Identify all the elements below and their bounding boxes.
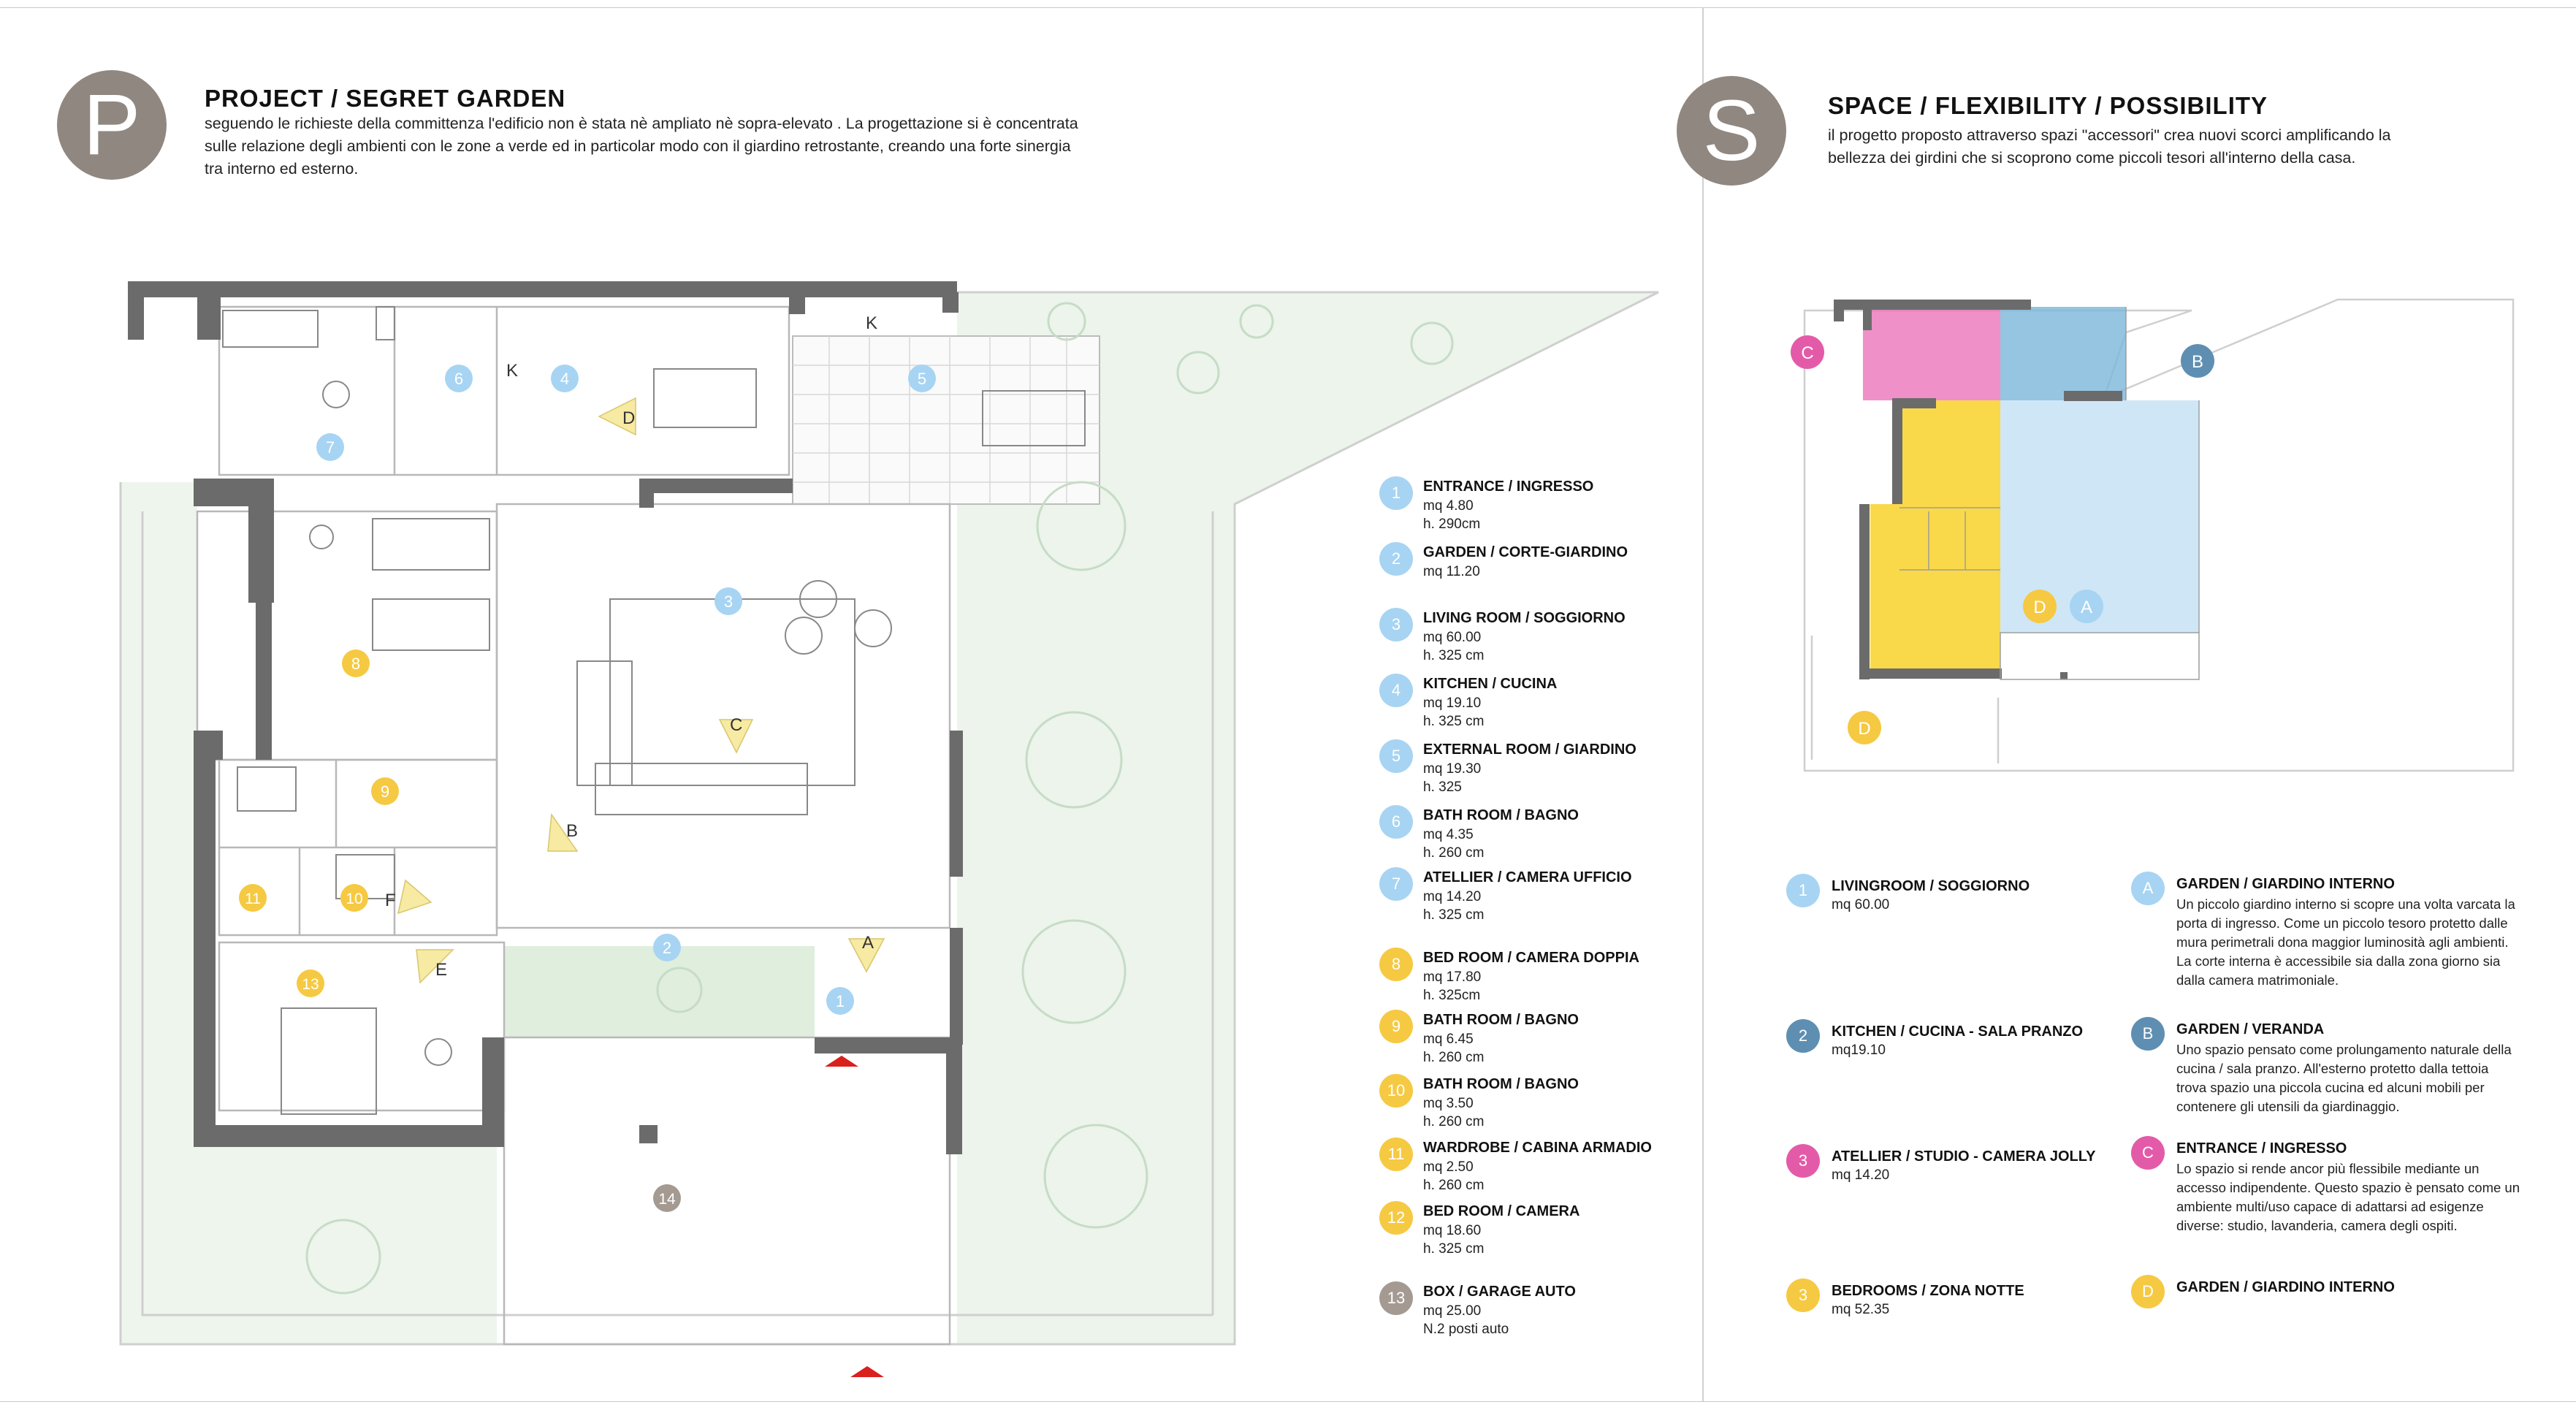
legend-badge: 10 — [1379, 1074, 1413, 1108]
space-item-title: ENTRANCE / INGRESSO — [2176, 1140, 2347, 1156]
view-marker-d: D — [622, 408, 636, 428]
zone-area: mq 60.00 — [1832, 897, 1890, 912]
view-marker-f: F — [385, 891, 396, 910]
zone-badge: 3 — [1786, 1144, 1820, 1178]
room-marker: 11 — [245, 891, 261, 907]
legend-detail: mq 19.30 — [1423, 761, 1482, 777]
legend-detail: h. 260 cm — [1423, 1178, 1485, 1193]
legend-detail: mq 17.80 — [1423, 969, 1482, 985]
room-marker: 10 — [346, 891, 363, 907]
room-marker: 8 — [351, 655, 361, 673]
space-item-title: GARDEN / GIARDINO INTERNO — [2176, 876, 2395, 892]
room-marker: 9 — [380, 782, 390, 801]
legend-badge: 4 — [1379, 674, 1413, 707]
legend-detail: mq 6.45 — [1423, 1032, 1474, 1047]
legend-detail: N.2 posti auto — [1423, 1322, 1509, 1337]
legend-detail: mq 2.50 — [1423, 1159, 1474, 1175]
space-badge: A — [2131, 872, 2165, 905]
legend-title: WARDROBE / CABINA ARMADIO — [1423, 1140, 1652, 1156]
kitchen-k-label: K — [506, 361, 519, 381]
diagram-letter-c: C — [1801, 343, 1814, 363]
space-item-description: Un piccolo giardino interno si scopre una volta varcata la porta di ingresso. Come un piccolo tesoro protetto dalle mura perimetrali dona maggior luminosità agli ambienti. La corte interna è accessibile sia dalla zona giorno sia dalla camera matrimoniale. — [2176, 896, 2515, 988]
legend-title: ATELLIER / CAMERA UFFICIO — [1423, 869, 1632, 885]
legend-detail: mq 14.20 — [1423, 889, 1482, 904]
legend-title: ENTRANCE / INGRESSO — [1423, 479, 1594, 495]
legend-detail: mq 19.10 — [1423, 696, 1482, 711]
legend-detail: h. 325 cm — [1423, 648, 1485, 663]
legend-detail: h. 260 cm — [1423, 845, 1485, 861]
legend-title: BED ROOM / CAMERA DOPPIA — [1423, 950, 1639, 966]
room-marker: 14 — [658, 1191, 676, 1208]
space-intro-line: il progetto proposto attraverso spazi "accessori" crea nuovi scorci amplificando la — [1828, 126, 2391, 144]
zone-bedroom-south — [1870, 504, 2000, 672]
legend-badge: 6 — [1379, 805, 1413, 839]
legend-detail: mq 60.00 — [1423, 630, 1482, 645]
legend-detail: mq 4.80 — [1423, 498, 1474, 514]
room-marker: 7 — [325, 438, 335, 457]
zone-kitchen — [2000, 307, 2126, 400]
legend-detail: h. 260 cm — [1423, 1050, 1485, 1065]
legend-badge: 1 — [1379, 476, 1413, 510]
room-marker: 2 — [662, 939, 672, 957]
diagram-letter-d: D — [2033, 598, 2046, 617]
zone-title: LIVINGROOM / SOGGIORNO — [1832, 878, 2030, 894]
legend-badge: 7 — [1379, 867, 1413, 901]
legend-title: KITCHEN / CUCINA — [1423, 676, 1558, 692]
legend-title: EXTERNAL ROOM / GIARDINO — [1423, 742, 1636, 758]
legend-detail: h. 325cm — [1423, 988, 1481, 1003]
legend-detail: mq 18.60 — [1423, 1223, 1482, 1238]
zone-badge: 3 — [1786, 1278, 1820, 1312]
legend-badge: 3 — [1379, 608, 1413, 641]
zone-badge: 1 — [1786, 874, 1820, 907]
space-item-title: GARDEN / VERANDA — [2176, 1021, 2325, 1037]
space-letter-badge: S — [1677, 76, 1786, 186]
legend-detail: h. 325 cm — [1423, 1241, 1485, 1257]
project-intro-line: seguendo le richieste della committenza l'edificio non è stata nè ampliato nè sopra-elevato . La progettazione si è concentrata — [205, 115, 1078, 132]
legend-title: BATH ROOM / BAGNO — [1423, 1076, 1579, 1092]
legend-detail: mq 3.50 — [1423, 1096, 1474, 1111]
room-marker: 5 — [917, 370, 927, 388]
legend-detail: h. 325 cm — [1423, 907, 1485, 923]
legend-title: BATH ROOM / BAGNO — [1423, 807, 1579, 823]
legend-badge: 5 — [1379, 739, 1413, 773]
diagram-letter-b: B — [2191, 352, 2204, 372]
legend-detail: mq 11.20 — [1423, 564, 1480, 579]
view-marker-a: A — [862, 933, 874, 953]
zone-area: mq 14.20 — [1832, 1167, 1890, 1183]
legend-badge: 13 — [1379, 1281, 1413, 1315]
diagram-letter-a: A — [2080, 598, 2093, 617]
zone-badge: 2 — [1786, 1019, 1820, 1053]
legend-detail: h. 260 cm — [1423, 1114, 1485, 1129]
view-marker-c: C — [730, 715, 743, 735]
project-intro-line: sulle relazione degli ambienti con le zone a verde ed in particolar modo con il giardino retrostante, creando una forte sinergia — [205, 137, 1071, 155]
project-intro-line: tra interno ed esterno. — [205, 160, 359, 178]
room-marker: 3 — [723, 592, 733, 611]
project-title: PROJECT / SEGRET GARDEN — [205, 85, 566, 112]
space-item-title: GARDEN / GIARDINO INTERNO — [2176, 1279, 2395, 1295]
legend-badge: 12 — [1379, 1201, 1413, 1235]
space-item-description: Lo spazio si rende ancor più flessibile mediante un accesso indipendente. Questo spazio è pensato come un ambiente multi/uso capace di adattarsi ad esigenze diverse: studio, lavanderia, camera degli ospiti. — [2176, 1161, 2520, 1233]
room-marker: 4 — [560, 370, 570, 388]
zone-bedroom-north — [1899, 400, 2000, 506]
space-title: SPACE / FLEXIBILITY / POSSIBILITY — [1828, 92, 2268, 119]
zone-area: mq19.10 — [1832, 1043, 1886, 1058]
space-intro-line: bellezza dei girdini che si scoprono come piccoli tesori all'interno della casa. — [1828, 149, 2356, 167]
legend-detail: mq 4.35 — [1423, 827, 1474, 842]
legend-title: GARDEN / CORTE-GIARDINO — [1423, 544, 1628, 560]
zone-title: KITCHEN / CUCINA - SALA PRANZO — [1832, 1024, 2084, 1040]
zone-area: mq 52.35 — [1832, 1302, 1890, 1317]
legend-title: LIVING ROOM / SOGGIORNO — [1423, 610, 1626, 626]
project-letter-badge: P — [57, 70, 167, 180]
view-marker-b: B — [566, 821, 579, 841]
zone-title: ATELLIER / STUDIO - CAMERA JOLLY — [1832, 1148, 2096, 1165]
room-marker: 1 — [835, 992, 845, 1010]
space-badge: D — [2131, 1275, 2165, 1308]
space-badge: B — [2131, 1017, 2165, 1051]
view-marker-e: E — [435, 960, 448, 980]
legend-detail: mq 25.00 — [1423, 1303, 1482, 1319]
space-item-description: Uno spazio pensato come prolungamento naturale della cucina / sala pranzo. All'esterno protetto dalla tettoia trova spazio una piccola cucina ed alcuni mobili per contenere gli utensili da giardinaggio. — [2176, 1042, 2512, 1114]
legend-detail: h. 290cm — [1423, 517, 1481, 532]
space-badge: C — [2131, 1136, 2165, 1170]
legend-badge: 2 — [1379, 542, 1413, 576]
diagram-letter-d: D — [1858, 719, 1871, 739]
legend-title: BATH ROOM / BAGNO — [1423, 1012, 1579, 1028]
zone-atelier — [1863, 307, 2000, 400]
legend-detail: h. 325 cm — [1423, 714, 1485, 729]
legend-badge: 9 — [1379, 1010, 1413, 1043]
room-marker: 6 — [454, 370, 464, 388]
legend-badge: 8 — [1379, 948, 1413, 981]
room-marker: 13 — [302, 976, 319, 993]
zone-title: BEDROOMS / ZONA NOTTE — [1832, 1283, 2024, 1299]
legend-title: BED ROOM / CAMERA — [1423, 1203, 1580, 1219]
legend-detail: h. 325 — [1423, 780, 1462, 795]
terrace-k-label: K — [866, 313, 878, 333]
legend-title: BOX / GARAGE AUTO — [1423, 1284, 1576, 1300]
legend-badge: 11 — [1379, 1137, 1413, 1171]
